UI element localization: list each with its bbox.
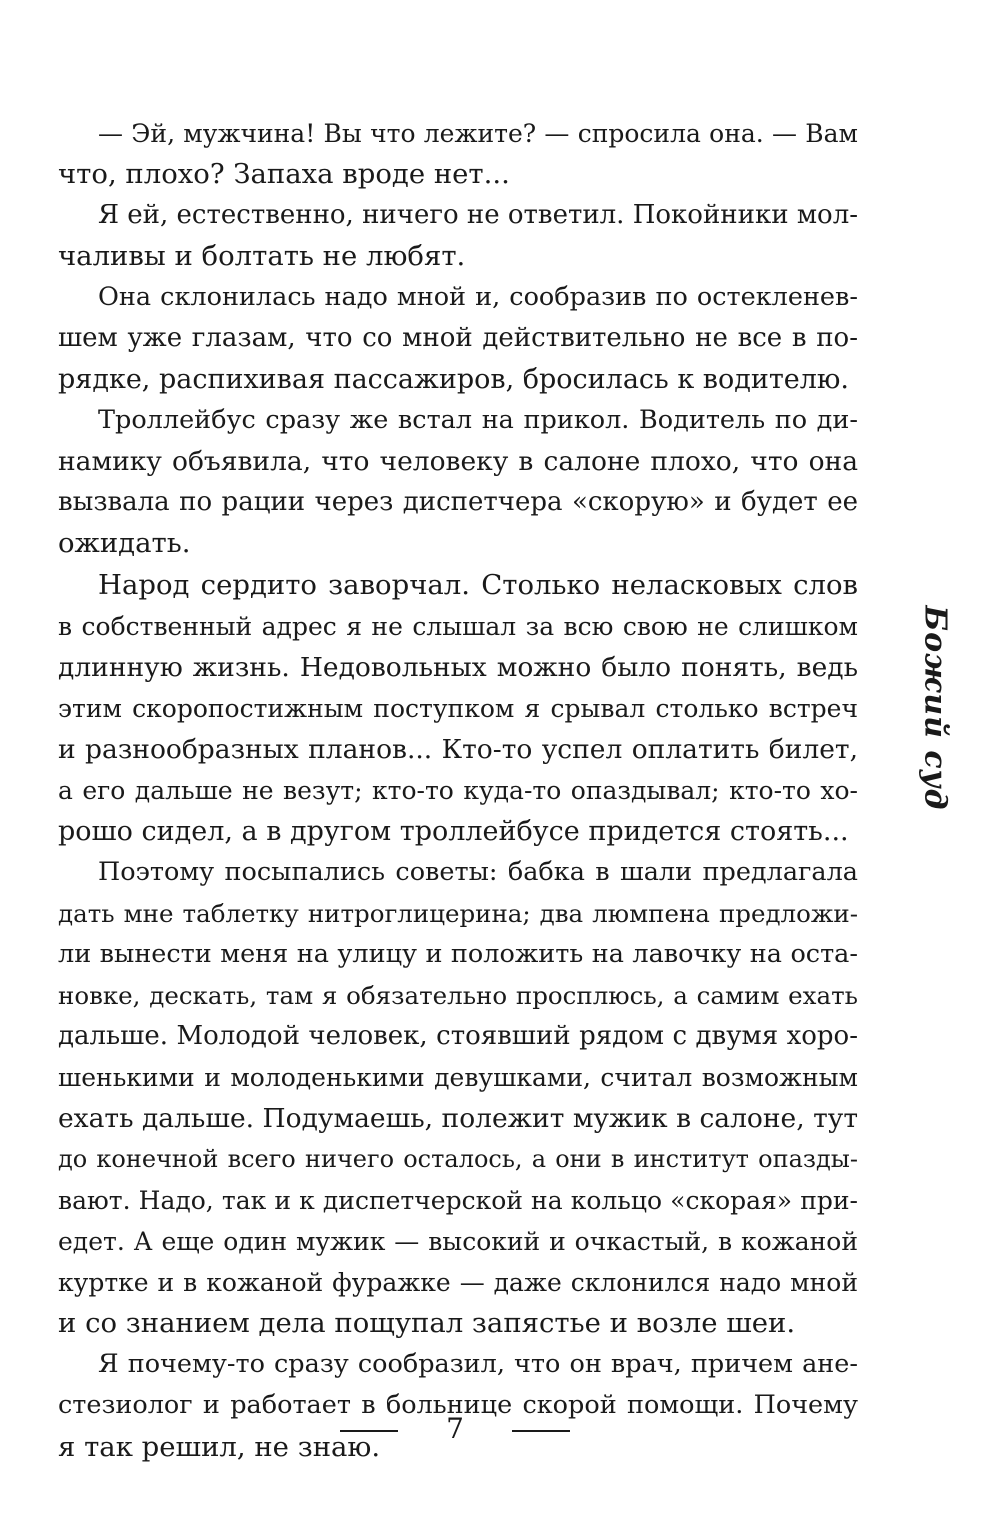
text-line: куртке и в кожаной фуражке — даже склонился надо мной bbox=[58, 1268, 858, 1298]
page-number-footer bbox=[340, 1410, 570, 1450]
text-line: намику объявила, что человеку в салоне плохо, что она bbox=[58, 446, 858, 478]
text-line: шем уже глазам, что со мной действительно не все в по- bbox=[58, 323, 858, 354]
text-line: что, плохо? Запаха вроде нет... bbox=[58, 158, 510, 191]
text-line: шенькими и молоденькими девушками, считал возможным bbox=[58, 1063, 858, 1093]
text-line: Троллейбус сразу же встал на прикол. Водитель по ди- bbox=[98, 405, 858, 436]
text-line: Она склонилась надо мной и, сообразив по остекленев- bbox=[98, 282, 858, 313]
text-line: ли вынести меня на улицу и положить на лавочку на оста- bbox=[58, 938, 858, 969]
running-title bbox=[910, 605, 960, 811]
text-line: этим скоропостижным поступком я срывал столько встреч bbox=[58, 693, 858, 723]
text-line: дать мне таблетку нитроглицерина; два люмпена предложи- bbox=[58, 898, 858, 928]
paragraph bbox=[58, 400, 858, 564]
text-line: Поэтому посыпались советы: бабка в шали предлагала bbox=[98, 856, 858, 887]
text-line: и со знанием дела пощупал запястье и возле шеи. bbox=[58, 1307, 796, 1340]
paragraph bbox=[58, 852, 858, 1345]
paragraph bbox=[58, 195, 858, 277]
text-line: я так решил, не знаю. bbox=[58, 1430, 381, 1463]
text-line: едет. А еще один мужик — высокий и очкастый, в кожаной bbox=[58, 1227, 858, 1257]
text-line: и разнообразных планов... Кто-то успел оплатить билет, bbox=[58, 733, 858, 765]
text-line: Я почему-то сразу сообразил, что он врач, причем ане- bbox=[98, 1349, 858, 1380]
text-line: рядке, распихивая пассажиров, бросилась к водителю. bbox=[58, 364, 850, 396]
text-line: в собственный адрес я не слышал за всю свою не слишком bbox=[58, 611, 858, 641]
text-line: вызвала по рации через диспетчера «скорую» и будет ее bbox=[58, 487, 858, 518]
text-line: ожидать. bbox=[58, 527, 191, 560]
text-line: дальше. Молодой человек, стоявший рядом с двумя хоро- bbox=[58, 1021, 858, 1052]
text-line: вают. Надо, так и к диспетчерской на кольцо «скорая» при- bbox=[58, 1186, 858, 1216]
text-line: чаливы и болтать не любят. bbox=[58, 240, 466, 273]
text-line: новке, дескать, там я обязательно просплюсь, а самим ехать bbox=[58, 980, 858, 1010]
folio-rule-right bbox=[512, 1430, 570, 1432]
page-number: 7 bbox=[446, 1412, 464, 1445]
paragraph bbox=[58, 113, 858, 195]
text-line: Я ей, естественно, ничего не ответил. Покойники мол- bbox=[98, 200, 858, 231]
text-line: до конечной всего ничего осталось, а они в институт опазды- bbox=[58, 1145, 858, 1174]
body-text bbox=[58, 113, 858, 1468]
paragraph bbox=[58, 277, 858, 400]
text-line: Народ сердито заворчал. Столько неласковых слов bbox=[98, 568, 858, 601]
running-title-text: Божий суд bbox=[917, 605, 953, 811]
paragraph bbox=[58, 565, 858, 852]
text-line: ехать дальше. Подумаешь, полежит мужик в салоне, тут bbox=[58, 1103, 858, 1135]
text-line: длинную жизнь. Недовольных можно было понять, ведь bbox=[58, 651, 858, 683]
text-line: а его дальше не везут; кто-то куда-то опаздывал; кто-то хо- bbox=[58, 775, 858, 805]
text-line: — Эй, мужчина! Вы что лежите? — спросила она. — Вам bbox=[98, 119, 858, 148]
text-line: рошо сидел, а в другом троллейбусе придется стоять... bbox=[58, 815, 849, 847]
text-line: стезиолог и работает в больнице скорой помощи. Почему bbox=[58, 1390, 858, 1421]
